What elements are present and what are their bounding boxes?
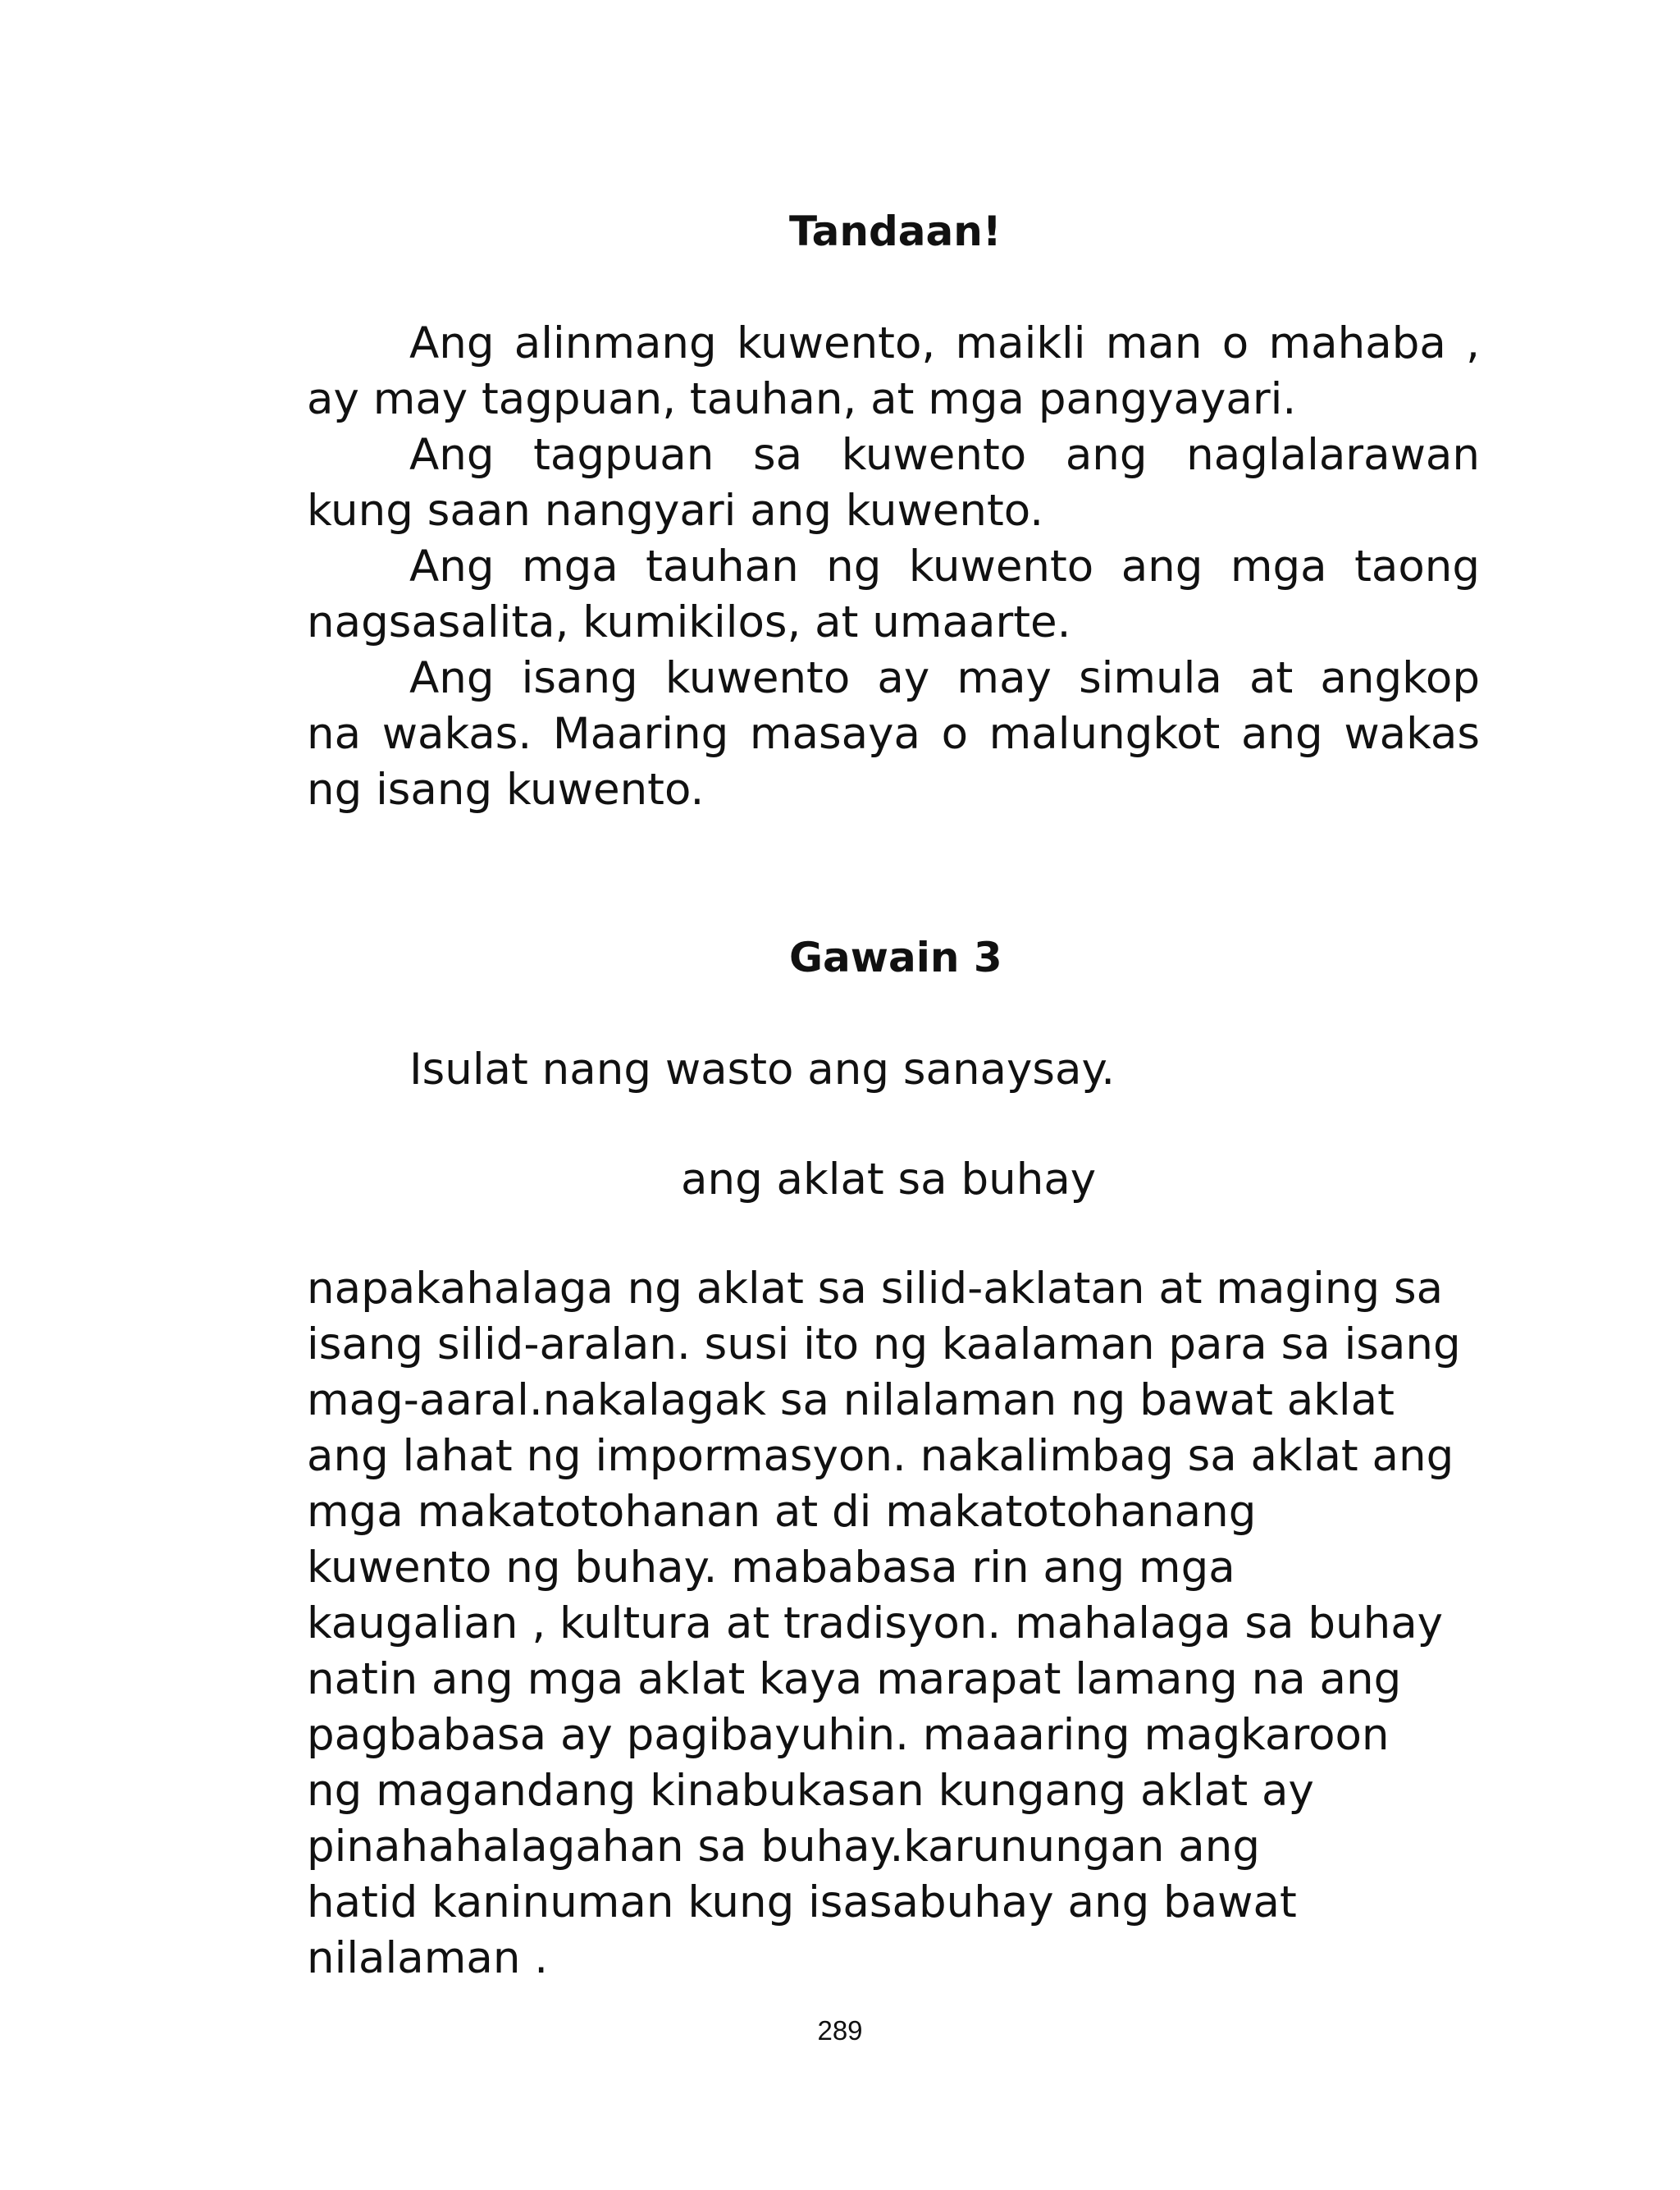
tandaan-line: kung saan nangyari ang kuwento. (307, 486, 1044, 536)
essay-line: hatid kaninuman kung isasabuhay ang bawat (307, 1877, 1297, 1927)
tandaan-heading: Tandaan! (789, 208, 1002, 255)
tandaan-line: nagsasalita, kumikilos, at umaarte. (307, 597, 1071, 647)
essay-line: napakahalaga ng aklat sa silid-aklatan at maging sa (307, 1264, 1444, 1314)
essay-line: mga makatotohanan at di makatotohanang (307, 1487, 1257, 1537)
essay-title: ang aklat sa buhay (681, 1154, 1097, 1205)
tandaan-line: Ang isang kuwento ay may simula at angkop (409, 653, 1480, 703)
tandaan-line: ay may tagpuan, tauhan, at mga pangyayari. (307, 374, 1297, 424)
essay-line: pinahahalagahan sa buhay.karunungan ang (307, 1822, 1260, 1872)
essay-line: ang lahat ng impormasyon. nakalimbag sa aklat ang (307, 1431, 1454, 1481)
essay-line: pagbabasa ay pagibayuhin. maaaring magkaroon (307, 1710, 1390, 1760)
tandaan-line: na wakas. Maaring masaya o malungkot ang wakas (307, 709, 1480, 759)
essay-line: nilalaman . (307, 1933, 549, 1983)
page-number: 289 (817, 2015, 863, 2046)
essay-line: natin ang mga aklat kaya marapat lamang na ang (307, 1654, 1402, 1704)
essay-line: isang silid-aralan. susi ito ng kaalaman para sa isang (307, 1319, 1461, 1369)
essay-line: mag-aaral.nakalagak sa nilalaman ng bawat aklat (307, 1375, 1395, 1425)
tandaan-line: ng isang kuwento. (307, 765, 705, 815)
gawain-instruction: Isulat nang wasto ang sanaysay. (409, 1045, 1116, 1095)
tandaan-line: Ang mga tauhan ng kuwento ang mga taong (409, 542, 1480, 592)
essay-line: kuwento ng buhay. mababasa rin ang mga (307, 1543, 1235, 1593)
essay-line: ng magandang kinabukasan kungang aklat ay (307, 1766, 1314, 1816)
tandaan-line: Ang alinmang kuwento, maikli man o mahaba , (409, 318, 1480, 368)
gawain-heading: Gawain 3 (789, 934, 1002, 981)
tandaan-line: Ang tagpuan sa kuwento ang naglalarawan (409, 430, 1480, 480)
essay-line: kaugalian , kultura at tradisyon. mahalaga sa buhay (307, 1598, 1444, 1648)
